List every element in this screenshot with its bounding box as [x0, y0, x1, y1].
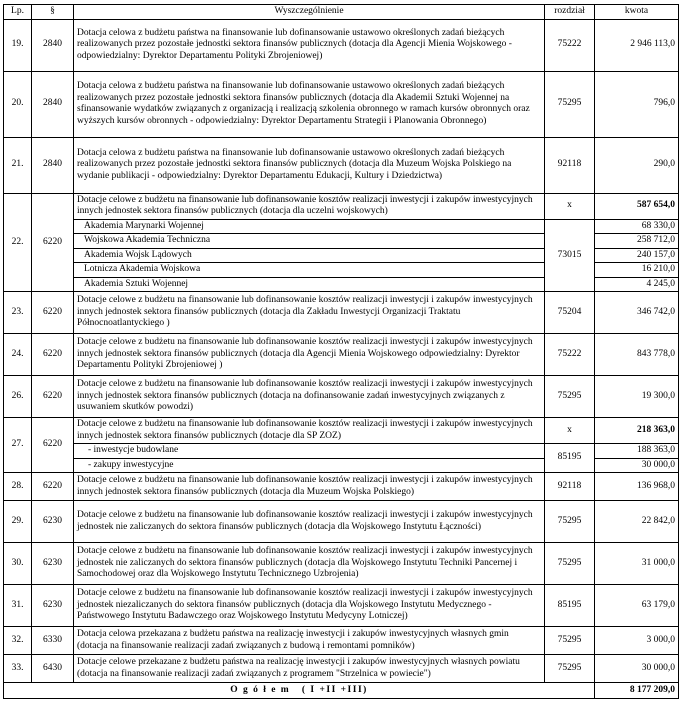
header-paragraph: §: [32, 5, 74, 20]
cell-kwota: 30 000,0: [595, 655, 679, 683]
cell-rozdzial: 92118: [545, 137, 595, 193]
table-row: [4, 193, 679, 219]
cell-description: Dotacje celowe z budżetu na finansowanie lub dofinansowanie kosztów realizacji inwestycji i zakupów inwestycyjnych innych jednostek sektora finansów publicznych (dotacje dla SP ZOZ): [74, 418, 545, 444]
table-row: [4, 418, 679, 444]
cell-description: Dotacje celowe przekazane z budżetu państwa na realizację inwestycji i zakupów inwestycyjnych własnych powiatu (dotacja na finansowanie realizacji zadań związanych z programem "Strzelnica w powiecie"): [74, 655, 545, 683]
sub-item-kwota: 68 330,0: [595, 219, 679, 234]
cell-kwota: 2 946 113,0: [595, 19, 679, 71]
cell-kwota: 796,0: [595, 71, 679, 137]
cell-lp: 23.: [4, 292, 32, 334]
sub-row: [4, 444, 679, 459]
document-page: [3, 4, 678, 699]
cell-rozdzial: 75295: [545, 543, 595, 585]
header-description: Wyszczególnienie: [74, 5, 545, 20]
cell-kwota: 22 842,0: [595, 501, 679, 543]
sub-item-name: Lotnicza Akademia Wojskowa: [74, 263, 545, 278]
sub-item-kwota: 240 157,0: [595, 248, 679, 263]
cell-lp: 21.: [4, 137, 32, 193]
table-row: [4, 543, 679, 585]
cell-lp: 32.: [4, 627, 32, 655]
cell-kwota: 843 778,0: [595, 334, 679, 376]
cell-description: Dotacje celowe z budżetu na finansowanie lub dofinansowanie kosztów realizacji inwestycji i zakupów inwestycyjnych innych jednostek sektora finansów publicznych (dotacja dla Muzeum Wojska Polskiego): [74, 473, 545, 501]
cell-rozdzial: 75295: [545, 71, 595, 137]
cell-paragraph: 6230: [32, 501, 74, 543]
sub-item-kwota: 258 712,0: [595, 234, 679, 249]
cell-description: Dotacje celowe z budżetu na finansowanie lub dofinansowanie kosztów realizacji inwestycji i zakupów inwestycyjnych innych jednostek sektora finansów publicznych (dotacja dla uczelni wojskowych): [74, 193, 545, 219]
table-row: [4, 585, 679, 627]
cell-kwota: 346 742,0: [595, 292, 679, 334]
cell-kwota-total: 587 654,0: [595, 193, 679, 219]
table-row: [4, 334, 679, 376]
cell-lp: 22.: [4, 193, 32, 292]
cell-paragraph: 6220: [32, 193, 74, 292]
table-row: [4, 473, 679, 501]
cell-paragraph: 6230: [32, 585, 74, 627]
cell-paragraph: 2840: [32, 71, 74, 137]
cell-rozdzial: 75295: [545, 627, 595, 655]
cell-kwota: 19 300,0: [595, 376, 679, 418]
cell-paragraph: 2840: [32, 137, 74, 193]
cell-rozdzial-mark: x: [545, 418, 595, 444]
cell-paragraph: 6220: [32, 418, 74, 473]
cell-paragraph: 6330: [32, 627, 74, 655]
cell-description: Dotacje celowe z budżetu na finansowanie lub dofinansowanie kosztów realizacji inwestycji i zakupów inwestycyjnych jednostek niezaliczanych do sektora finansów publicznych (dotacja dla Wojskowego Instytutu Medycznego - Państwowego Instytutu Badawczego oraz Wojskowego Instytutu Medycyny Lotniczej): [74, 585, 545, 627]
header-lp: Lp.: [4, 5, 32, 20]
table-row: [4, 292, 679, 334]
cell-lp: 33.: [4, 655, 32, 683]
total-row: [4, 683, 679, 699]
cell-lp: 24.: [4, 334, 32, 376]
cell-description: Dotacje celowe z budżetu na finansowanie lub dofinansowanie kosztów realizacji inwestycji i zakupów inwestycyjnych innych jednostek sektora finansów publicznych (dotacja dla Zakładu Inwestycji Organizacji Traktatu Północnoatlantyckiego ): [74, 292, 545, 334]
cell-description: Dotacja celowa przekazana z budżetu państwa na realizację inwestycji i zakupów inwestycyjnych własnych gmin (dotacja na finansowanie realizacji zadań związanych z budową i remontami pomników): [74, 627, 545, 655]
cell-rozdzial: 75295: [545, 501, 595, 543]
cell-lp: 29.: [4, 501, 32, 543]
sub-item-kwota: 4 245,0: [595, 277, 679, 292]
table-row: [4, 137, 679, 193]
sub-item-kwota: 188 363,0: [595, 444, 679, 459]
cell-rozdzial: 75222: [545, 19, 595, 71]
cell-rozdzial: 75295: [545, 655, 595, 683]
total-kwota: 8 177 209,0: [595, 683, 679, 699]
cell-lp: 27.: [4, 418, 32, 473]
cell-paragraph: 6220: [32, 334, 74, 376]
cell-paragraph: 6220: [32, 376, 74, 418]
cell-kwota: 136 968,0: [595, 473, 679, 501]
cell-lp: 30.: [4, 543, 32, 585]
table-row: [4, 19, 679, 71]
cell-rozdzial: 75222: [545, 334, 595, 376]
table-header: [4, 5, 679, 20]
sub-item-kwota: 30 000,0: [595, 458, 679, 473]
table-row: [4, 71, 679, 137]
cell-lp: 28.: [4, 473, 32, 501]
table-row: [4, 655, 679, 683]
sub-item-name: - inwestycje budowlane: [74, 444, 545, 459]
cell-description: Dotacje celowe z budżetu na finansowanie lub dofinansowanie kosztów realizacji inwestycji i zakupów inwestycyjnych innych jednostek sektora finansów publicznych (dotacja na dofinansowanie zadań inwestycyjnych związanych z usuwaniem skutków powodzi): [74, 376, 545, 418]
cell-rozdzial: 75204: [545, 292, 595, 334]
header-kwota: kwota: [595, 5, 679, 20]
cell-description: Dotacje celowe z budżetu na finansowanie lub dofinansowanie kosztów realizacji inwestycji i zakupów inwestycyjnych jednostek nie zaliczanych do sektora finansów publicznych (dotacja dla Wojskowego Instytutu Techniki Pancernej i Samochodowej oraz dla Wojskowego Instytutu Technicznego Uzbrojenia): [74, 543, 545, 585]
cell-kwota-total: 218 363,0: [595, 418, 679, 444]
sub-item-name: Wojskowa Akademia Techniczna: [74, 234, 545, 249]
sub-item-name: - zakupy inwestycyjne: [74, 458, 545, 473]
cell-rozdzial: 92118: [545, 473, 595, 501]
budget-table: [3, 4, 679, 699]
cell-lp: 26.: [4, 376, 32, 418]
cell-description: Dotacja celowa z budżetu państwa na finansowanie lub dofinansowanie ustawowo określonych zadań bieżących realizowanych przez pozostałe jednostki sektora finansów publicznych (dotacja dla Akademii Sztuki Wojennej na sfinansowanie wydatków związanych z organizacją i realizacją szkolenia obronnego w ramach kursów obronnych oraz wyższych kursów obronnych - odpowiedzialny: Dyrektor Departamentu Strategii i Planowania Obronnego): [74, 71, 545, 137]
sub-item-name: Akademia Sztuki Wojennej: [74, 277, 545, 292]
cell-kwota: 31 000,0: [595, 543, 679, 585]
sub-item-kwota: 16 210,0: [595, 263, 679, 278]
sub-row: [4, 219, 679, 234]
sub-item-name: Akademia Wojsk Lądowych: [74, 248, 545, 263]
cell-description: Dotacje celowe z budżetu na finansowanie lub dofinansowanie kosztów realizacji inwestycji i zakupów inwestycyjnych jednostek nie zaliczanych do sektora finansów publicznych (dotacja dla Wojskowego Instytutu Łączności): [74, 501, 545, 543]
cell-kwota: 3 000,0: [595, 627, 679, 655]
cell-paragraph: 6220: [32, 292, 74, 334]
cell-description: Dotacja celowa z budżetu państwa na finansowanie lub dofinansowanie ustawowo określonych zadań bieżących realizowanych przez pozostałe jednostki sektora finansów publicznych (dotacja dla Agencji Mienia Wojskowego - odpowiedzialny: Dyrektor Departamentu Polityki Zbrojeniowej): [74, 19, 545, 71]
cell-description: Dotacja celowa z budżetu państwa na finansowanie lub dofinansowanie ustawowo określonych zadań bieżących realizowanych przez pozostałe jednostki sektora finansów publicznych (dotacja dla Muzeum Wojska Polskiego na wydanie publikacji - odpowiedzialny: Dyrektor Departamentu Edukacji, Kultury i Dziedzictwa): [74, 137, 545, 193]
cell-description: Dotacje celowe z budżetu na finansowanie lub dofinansowanie kosztów realizacji inwestycji i zakupów inwestycyjnych innych jednostek sektora finansów publicznych (dotacja dla Agencji Mienia Wojskowego odpowiedzialny: Dyrektor Departamentu Polityki Zbrojeniowej ): [74, 334, 545, 376]
cell-rozdzial-mark: x: [545, 193, 595, 219]
total-label: O g ó ł e m ( I +II +III): [4, 683, 595, 699]
cell-rozdzial: 75295: [545, 376, 595, 418]
cell-rozdzial: 85195: [545, 444, 595, 473]
table-row: [4, 376, 679, 418]
cell-kwota: 290,0: [595, 137, 679, 193]
cell-paragraph: 6430: [32, 655, 74, 683]
cell-rozdzial: 73015: [545, 219, 595, 292]
cell-lp: 20.: [4, 71, 32, 137]
cell-paragraph: 6230: [32, 543, 74, 585]
cell-lp: 31.: [4, 585, 32, 627]
header-rozdzial: rozdział: [545, 5, 595, 20]
cell-paragraph: 2840: [32, 19, 74, 71]
table-row: [4, 627, 679, 655]
cell-rozdzial: 85195: [545, 585, 595, 627]
table-row: [4, 501, 679, 543]
cell-lp: 19.: [4, 19, 32, 71]
cell-kwota: 63 179,0: [595, 585, 679, 627]
sub-item-name: Akademia Marynarki Wojennej: [74, 219, 545, 234]
cell-paragraph: 6220: [32, 473, 74, 501]
